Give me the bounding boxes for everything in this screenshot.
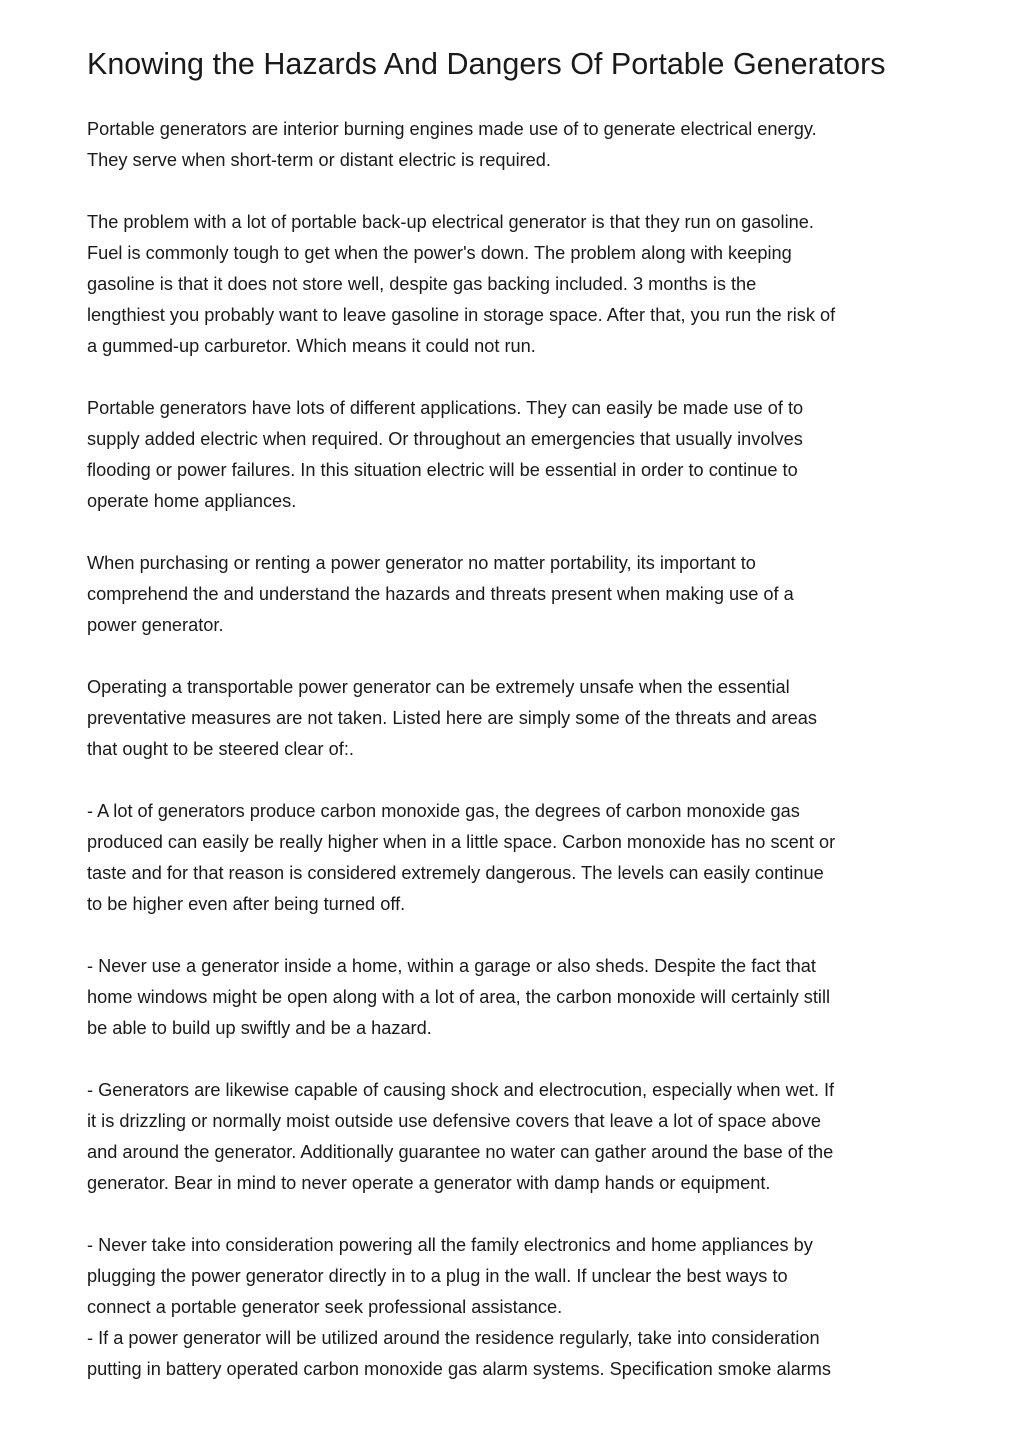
paragraph (87, 672, 947, 765)
text-line: Portable generators have lots of different applications. They can easily be made use of to (87, 398, 804, 418)
text-line: taste and for that reason is considered extremely dangerous. The levels can easily continue (87, 863, 824, 883)
text-line: that ought to be steered clear of:. (87, 739, 354, 759)
text-line: - A lot of generators produce carbon monoxide gas, the degrees of carbon monoxide gas (87, 801, 800, 821)
paragraph (87, 1075, 947, 1199)
text-line: - If a power generator will be utilized around the residence regularly, take into consideration (87, 1328, 820, 1348)
text-line: gasoline is that it does not store well, despite gas backing included. 3 months is the (87, 274, 757, 294)
text-line: it is drizzling or normally moist outside use defensive covers that leave a lot of space above (87, 1111, 821, 1131)
text-line: home windows might be open along with a lot of area, the carbon monoxide will certainly still (87, 987, 831, 1007)
document-title: Knowing the Hazards And Dangers Of Portable Generators (87, 47, 886, 81)
text-line: to be higher even after being turned off. (87, 894, 406, 914)
text-line: - Never use a generator inside a home, within a garage or also sheds. Despite the fact that (87, 956, 816, 976)
paragraph (87, 207, 947, 362)
text-line: putting in battery operated carbon monoxide gas alarm systems. Specification smoke alarms (87, 1359, 832, 1379)
text-line: produced can easily be really higher when in a little space. Carbon monoxide has no scent or (87, 832, 836, 852)
text-line: Operating a transportable power generator can be extremely unsafe when the essential (87, 677, 790, 697)
text-line: power generator. (87, 615, 224, 635)
text-line: be able to build up swiftly and be a hazard. (87, 1018, 432, 1038)
text-line: generator. Bear in mind to never operate a generator with damp hands or equipment. (87, 1173, 771, 1193)
text-line: The problem with a lot of portable back-up electrical generator is that they run on gasoline. (87, 212, 814, 232)
document-body (87, 114, 947, 1385)
text-line: comprehend the and understand the hazards and threats present when making use of a (87, 584, 794, 604)
paragraph (87, 114, 947, 176)
text-line: supply added electric when required. Or throughout an emergencies that usually involves (87, 429, 803, 449)
paragraph (87, 796, 947, 920)
text-line: operate home appliances. (87, 491, 297, 511)
text-line: flooding or power failures. In this situation electric will be essential in order to continue to (87, 460, 798, 480)
text-line: Portable generators are interior burning engines made use of to generate electrical energy. (87, 119, 817, 139)
paragraph (87, 393, 947, 517)
text-line: plugging the power generator directly in to a plug in the wall. If unclear the best ways to (87, 1266, 788, 1286)
text-line: - Generators are likewise capable of causing shock and electrocution, especially when wet. If (87, 1080, 835, 1100)
text-line: Fuel is commonly tough to get when the power's down. The problem along with keeping (87, 243, 792, 263)
text-line: They serve when short-term or distant electric is required. (87, 150, 551, 170)
text-line: a gummed-up carburetor. Which means it could not run. (87, 336, 536, 356)
paragraph (87, 548, 947, 641)
text-line: and around the generator. Additionally guarantee no water can gather around the base of the (87, 1142, 834, 1162)
paragraph (87, 1230, 947, 1385)
paragraph (87, 951, 947, 1044)
text-line: When purchasing or renting a power generator no matter portability, its important to (87, 553, 756, 573)
text-line: connect a portable generator seek professional assistance. (87, 1297, 563, 1317)
text-line: lengthiest you probably want to leave gasoline in storage space. After that, you run the risk of (87, 305, 836, 325)
text-line: - Never take into consideration powering all the family electronics and home appliances by (87, 1235, 813, 1255)
text-line: preventative measures are not taken. Listed here are simply some of the threats and areas (87, 708, 817, 728)
